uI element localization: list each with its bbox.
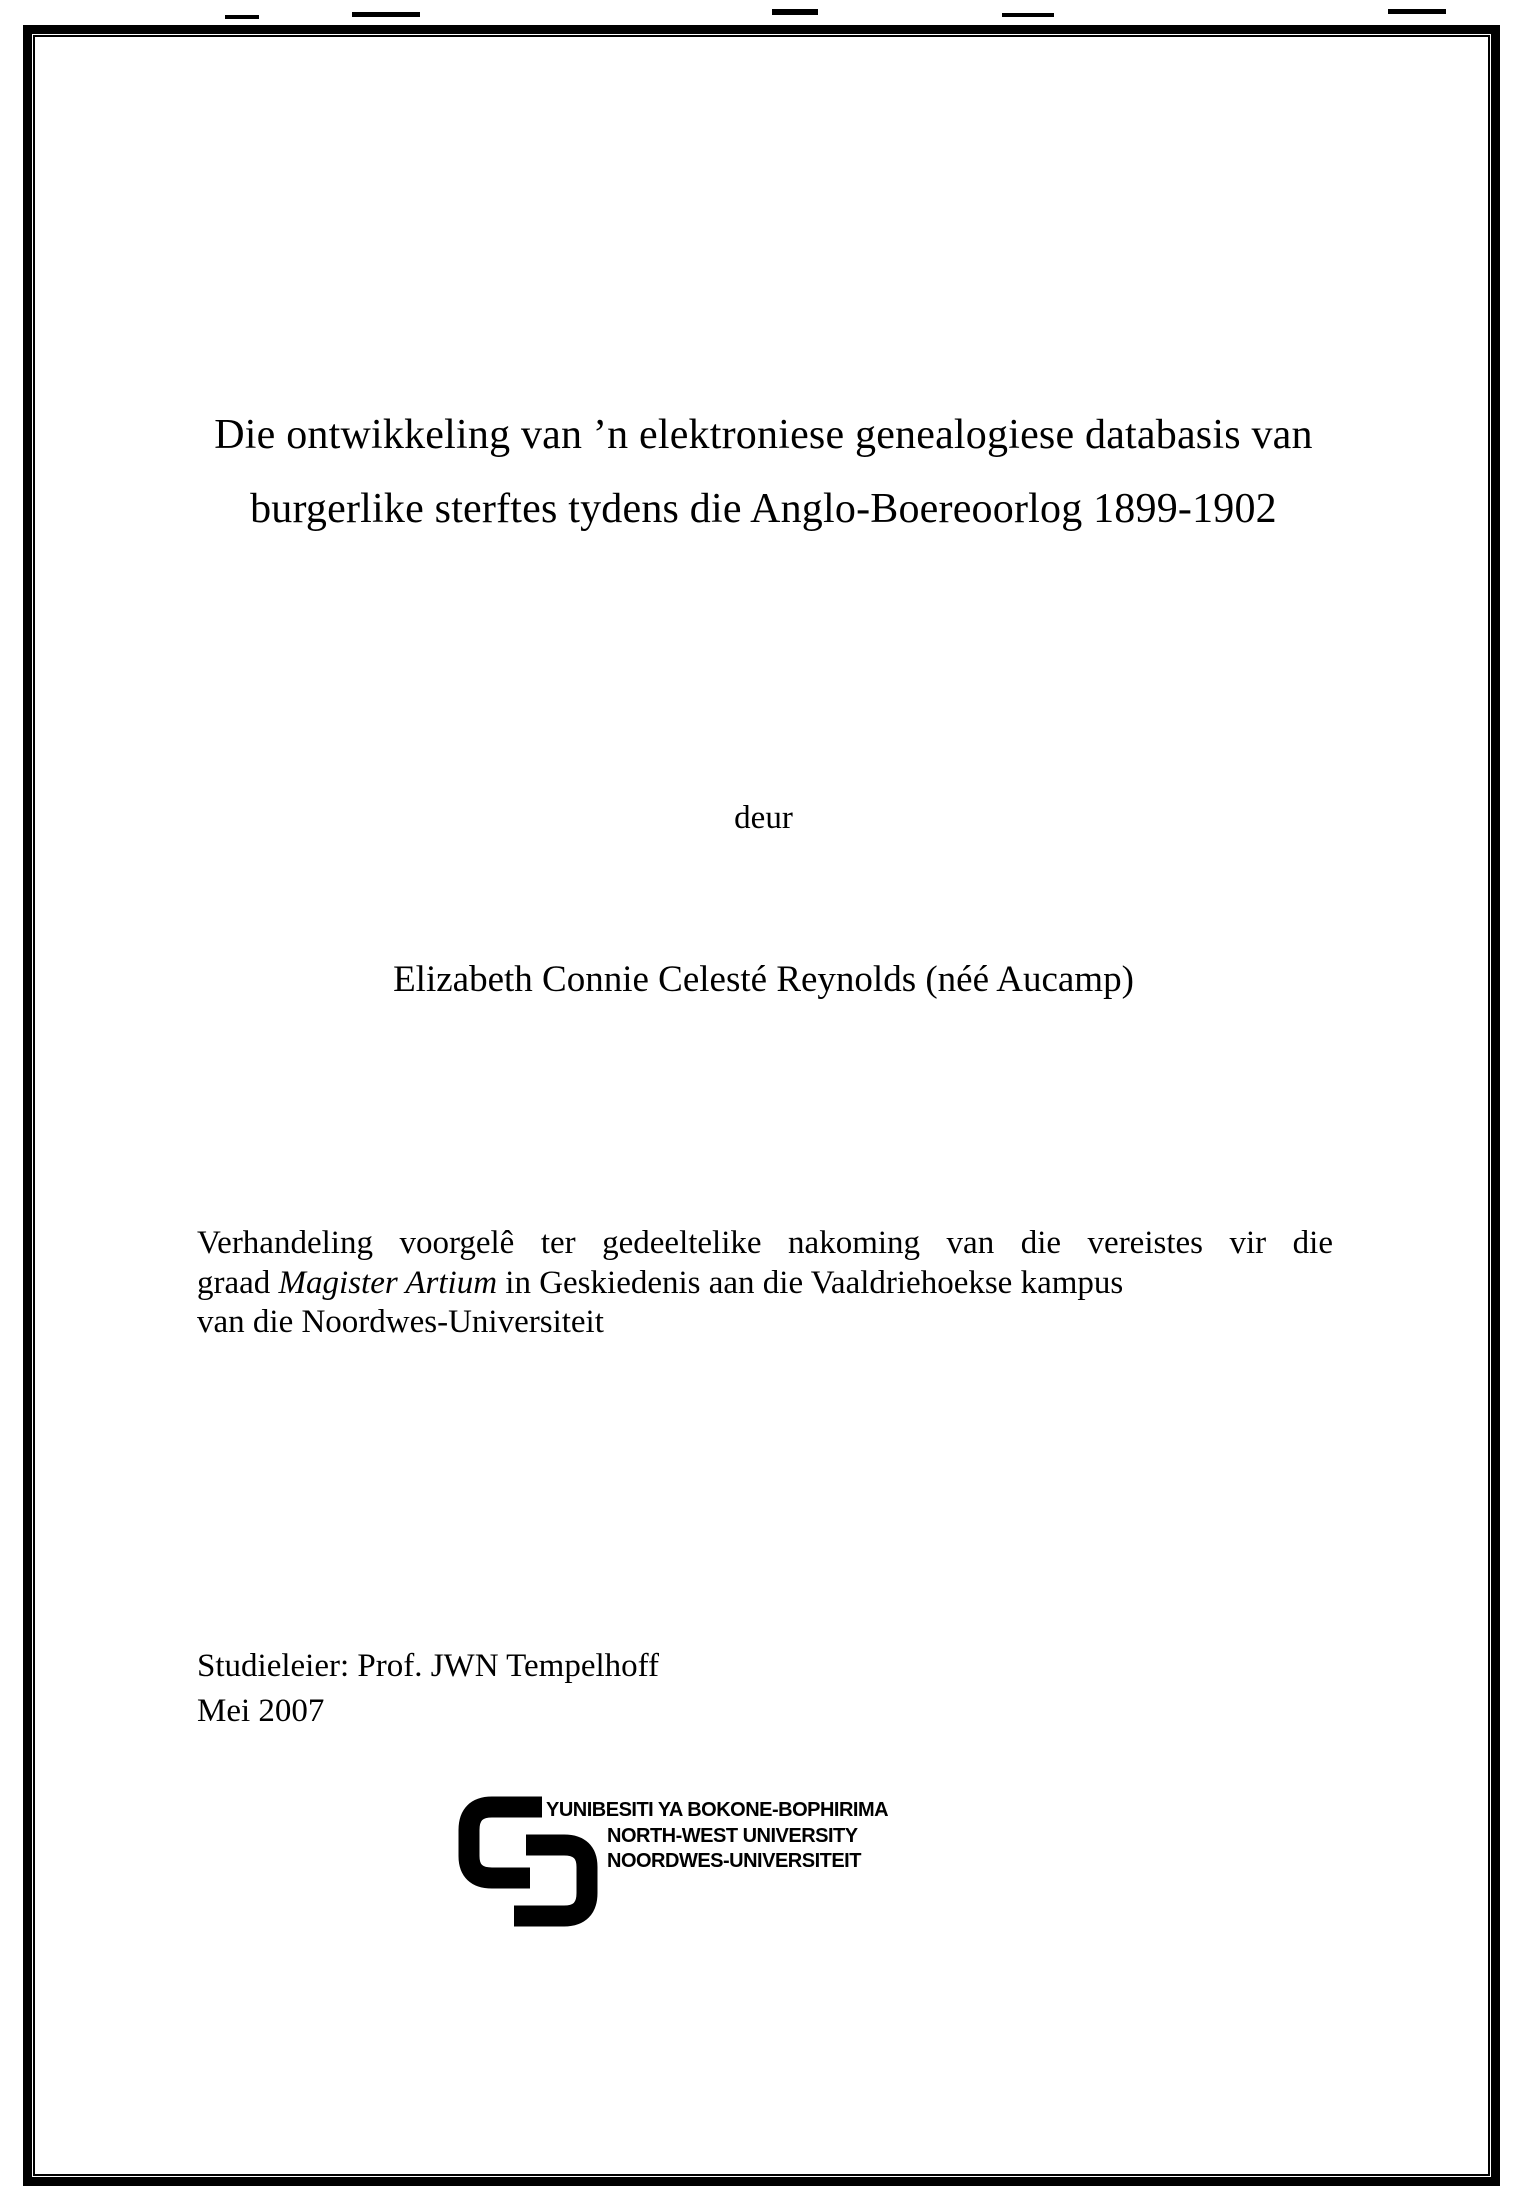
logo-line-afrikaans: NOORDWES-UNIVERSITEIT — [607, 1850, 861, 1872]
logo-line-setswana: YUNIBESITI YA BOKONE-BOPHIRIMA — [546, 1799, 889, 1821]
degree-statement-line2-pre: graad — [197, 1264, 279, 1301]
thesis-title-line2: burgerlike sterftes tydens die Anglo-Boereoorlog 1899-1902 — [250, 486, 1277, 532]
thesis-title-line1: Die ontwikkeling van ’n elektroniese genealogiese databasis van — [214, 412, 1313, 458]
date-line: Mei 2007 — [197, 1693, 325, 1729]
scan-artifact — [1002, 13, 1054, 17]
degree-statement-line1: Verhandeling voorgelê ter gedeeltelike nakoming van die vereistes vir die — [197, 1225, 1333, 1261]
byline-label: deur — [734, 800, 793, 836]
university-logo — [458, 1796, 888, 1927]
scan-artifact — [772, 9, 818, 15]
thesis-title — [60, 398, 1467, 546]
supervisor-block — [197, 1644, 659, 1734]
scan-artifact — [352, 12, 420, 17]
supervisor-line: Studieleier: Prof. JWN Tempelhoff — [197, 1648, 660, 1684]
university-logo-text — [546, 1796, 888, 1875]
logo-line-english: NORTH-WEST UNIVERSITY — [607, 1824, 858, 1847]
scan-artifact — [1388, 9, 1446, 14]
scan-artifact — [225, 15, 259, 19]
degree-statement-line3: van die Noordwes-Universiteit — [197, 1304, 604, 1340]
author-name: Elizabeth Connie Celesté Reynolds (néé Aucamp) — [393, 959, 1134, 1000]
degree-statement-line2-post: in Geskiedenis aan die Vaaldriehoekse kampus — [497, 1264, 1124, 1301]
degree-statement — [197, 1224, 1333, 1343]
degree-statement-line2 — [197, 1264, 1333, 1304]
degree-name-italic: Magister Artium — [278, 1264, 498, 1301]
